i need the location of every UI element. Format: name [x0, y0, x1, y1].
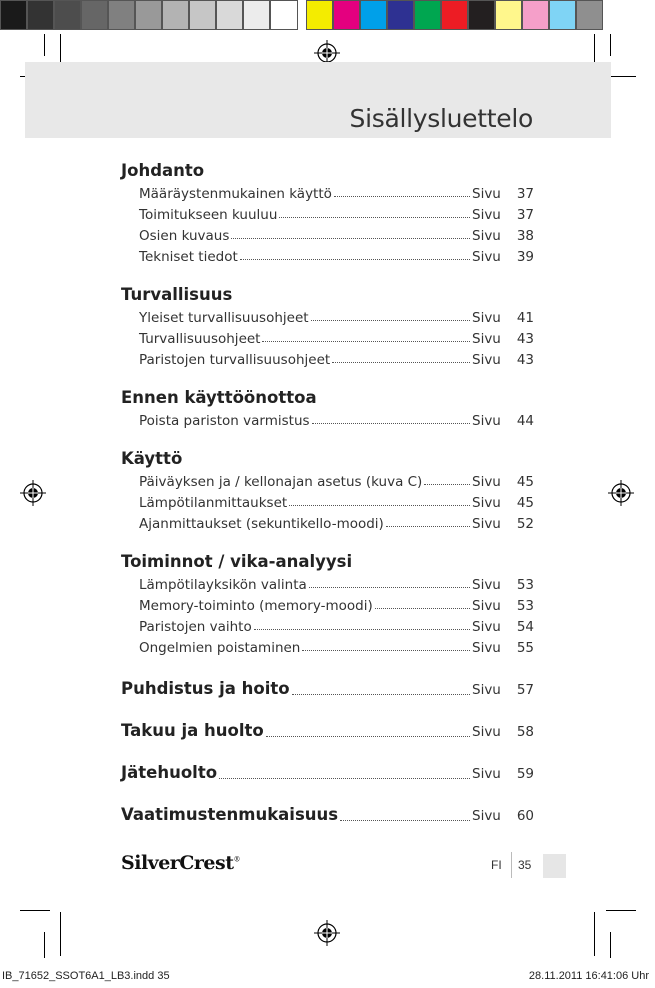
- toc-entry[interactable]: [121, 596, 534, 617]
- entry-page-number: 58: [516, 724, 534, 740]
- toc-entry[interactable]: [121, 329, 534, 350]
- dot-leader: [334, 196, 470, 197]
- entry-label: Poista pariston varmistus: [139, 413, 310, 429]
- color-calibration-bar: [0, 0, 655, 32]
- entry-label: Yleiset turvallisuusohjeet: [139, 310, 309, 326]
- toc-major-entry[interactable]: [121, 803, 534, 827]
- toc-section: [121, 551, 534, 659]
- dot-leader: [231, 238, 470, 239]
- entry-page-number: 54: [516, 619, 534, 635]
- entry-page-number: 43: [516, 331, 534, 347]
- toc-entry[interactable]: [121, 617, 534, 638]
- page-prefix: Sivu: [472, 516, 501, 532]
- entry-label: Lämpötilanmittaukset: [139, 495, 288, 511]
- entry-page-number: 43: [516, 352, 534, 368]
- entry-page-number: 45: [516, 474, 534, 490]
- page-prefix: Sivu: [472, 577, 501, 593]
- dot-leader: [262, 341, 470, 342]
- brand-name: SilverCrest: [121, 852, 234, 874]
- dot-leader: [424, 484, 470, 485]
- dot-leader: [279, 217, 470, 218]
- crop-mark: [610, 932, 611, 958]
- footer-tab: [543, 854, 566, 878]
- color-swatch: [243, 0, 270, 30]
- toc-major-entry[interactable]: [121, 761, 534, 785]
- page-prefix: Sivu: [472, 495, 501, 511]
- color-swatch: [270, 0, 298, 30]
- dot-leader: [240, 259, 470, 260]
- toc-entry[interactable]: [121, 493, 534, 514]
- section-title: Toiminnot / vika-analyysi: [121, 552, 353, 571]
- dot-leader: [219, 778, 470, 779]
- entry-page-number: 60: [516, 808, 534, 824]
- color-swatch: [306, 0, 333, 30]
- color-swatch: [549, 0, 576, 30]
- page-number: 35: [518, 858, 532, 872]
- dot-leader: [311, 320, 470, 321]
- page-prefix: Sivu: [472, 207, 501, 223]
- toc-major-entry[interactable]: [121, 677, 534, 701]
- footer-divider: [511, 852, 512, 878]
- brand-logo: [121, 852, 240, 874]
- entry-label: Määräystenmukainen käyttö: [139, 186, 332, 202]
- crop-mark: [44, 932, 45, 958]
- crop-mark: [606, 910, 636, 911]
- crop-mark: [20, 910, 50, 911]
- page-prefix: Sivu: [472, 640, 501, 656]
- color-swatch: [360, 0, 387, 30]
- page-prefix: Sivu: [472, 682, 501, 698]
- page-prefix: Sivu: [472, 413, 501, 429]
- page-prefix: Sivu: [472, 186, 501, 202]
- slug-datetime: 28.11.2011 16:41:06 Uhr: [528, 970, 649, 982]
- toc-entry[interactable]: [121, 575, 534, 596]
- entry-page-number: 39: [516, 249, 534, 265]
- entry-page-number: 53: [516, 598, 534, 614]
- entry-page-number: 37: [516, 207, 534, 223]
- crop-mark: [44, 34, 45, 56]
- color-swatch: [414, 0, 441, 30]
- section-title: Ennen käyttöönottoa: [121, 388, 317, 407]
- entry-label: Paristojen vaihto: [139, 619, 252, 635]
- dot-leader: [292, 694, 470, 695]
- dot-leader: [386, 526, 470, 527]
- registration-mark-icon: [20, 480, 46, 506]
- entry-label: Ajanmittaukset (sekuntikello-moodi): [139, 516, 384, 532]
- page-prefix: Sivu: [472, 352, 501, 368]
- major-entry-label: Jätehuolto: [121, 763, 218, 782]
- entry-label: Osien kuvaus: [139, 228, 230, 244]
- entry-page-number: 53: [516, 577, 534, 593]
- page-title: Sisällysluettelo: [349, 104, 533, 133]
- entry-page-number: 57: [516, 682, 534, 698]
- section-title: Johdanto: [121, 161, 205, 180]
- table-of-contents: [121, 160, 534, 845]
- color-swatch: [441, 0, 468, 30]
- color-swatch: [108, 0, 135, 30]
- toc-section: [121, 284, 534, 371]
- page-prefix: Sivu: [472, 598, 501, 614]
- entry-label: Tekniset tiedot: [139, 249, 238, 265]
- slug-filename: IB_71652_SSOT6A1_LB3.indd 35: [2, 970, 170, 982]
- toc-entry[interactable]: [121, 226, 534, 247]
- color-swatch: [468, 0, 495, 30]
- dot-leader: [302, 650, 470, 651]
- language-code: FI: [491, 858, 502, 872]
- toc-major-entry[interactable]: [121, 719, 534, 743]
- color-swatch: [495, 0, 522, 30]
- color-swatch: [387, 0, 414, 30]
- toc-entry[interactable]: [121, 247, 534, 268]
- page-prefix: Sivu: [472, 808, 501, 824]
- toc-entry[interactable]: [121, 514, 534, 535]
- entry-label: Lämpötilayksikön valinta: [139, 577, 307, 593]
- color-swatch: [162, 0, 189, 30]
- toc-entry[interactable]: [121, 472, 534, 493]
- color-swatch: [576, 0, 603, 30]
- entry-label: Päiväyksen ja / kellonajan asetus (kuva C): [139, 474, 423, 490]
- page-prefix: Sivu: [472, 474, 501, 490]
- toc-section: [121, 448, 534, 535]
- entry-page-number: 38: [516, 228, 534, 244]
- section-title: Turvallisuus: [121, 285, 233, 304]
- crop-mark: [594, 912, 595, 956]
- page-prefix: Sivu: [472, 619, 501, 635]
- toc-entry[interactable]: [121, 308, 534, 329]
- toc-section: [121, 160, 534, 268]
- major-entry-label: Vaatimustenmukaisuus: [121, 805, 339, 824]
- color-swatch: [216, 0, 243, 30]
- registration-mark-icon: [608, 480, 634, 506]
- page-prefix: Sivu: [472, 766, 501, 782]
- entry-label: Memory-toiminto (memory-moodi): [139, 598, 373, 614]
- registered-mark: ®: [233, 855, 240, 864]
- entry-page-number: 44: [516, 413, 534, 429]
- page-prefix: Sivu: [472, 249, 501, 265]
- toc-entry[interactable]: [121, 350, 534, 371]
- entry-label: Turvallisuusohjeet: [139, 331, 261, 347]
- entry-page-number: 41: [516, 310, 534, 326]
- color-swatch: [27, 0, 54, 30]
- toc-entry[interactable]: [121, 184, 534, 205]
- entry-label: Paristojen turvallisuusohjeet: [139, 352, 331, 368]
- dot-leader: [375, 608, 470, 609]
- entry-page-number: 55: [516, 640, 534, 656]
- entry-label: Toimitukseen kuuluu: [139, 207, 278, 223]
- toc-section: [121, 387, 534, 432]
- color-swatch: [333, 0, 360, 30]
- toc-entry[interactable]: [121, 638, 534, 659]
- toc-entry[interactable]: [121, 205, 534, 226]
- page-prefix: Sivu: [472, 310, 501, 326]
- dot-leader: [266, 736, 470, 737]
- color-swatch: [0, 0, 27, 30]
- color-swatch: [522, 0, 549, 30]
- entry-page-number: 45: [516, 495, 534, 511]
- entry-page-number: 59: [516, 766, 534, 782]
- crop-mark: [60, 912, 61, 956]
- dot-leader: [309, 587, 470, 588]
- major-entry-label: Puhdistus ja hoito: [121, 679, 290, 698]
- page-prefix: Sivu: [472, 228, 501, 244]
- color-swatch: [81, 0, 108, 30]
- color-swatch: [54, 0, 81, 30]
- page-prefix: Sivu: [472, 331, 501, 347]
- crop-mark: [610, 34, 611, 56]
- entry-page-number: 37: [516, 186, 534, 202]
- dot-leader: [289, 505, 470, 506]
- entry-label: Ongelmien poistaminen: [139, 640, 301, 656]
- page-prefix: Sivu: [472, 724, 501, 740]
- dot-leader: [340, 820, 470, 821]
- toc-entry[interactable]: [121, 411, 534, 432]
- color-swatch: [189, 0, 216, 30]
- dot-leader: [312, 423, 470, 424]
- section-title: Käyttö: [121, 449, 183, 468]
- entry-page-number: 52: [516, 516, 534, 532]
- color-swatch: [135, 0, 162, 30]
- dot-leader: [332, 362, 470, 363]
- registration-mark-icon: [314, 920, 340, 946]
- major-entry-label: Takuu ja huolto: [121, 721, 264, 740]
- dot-leader: [254, 629, 470, 630]
